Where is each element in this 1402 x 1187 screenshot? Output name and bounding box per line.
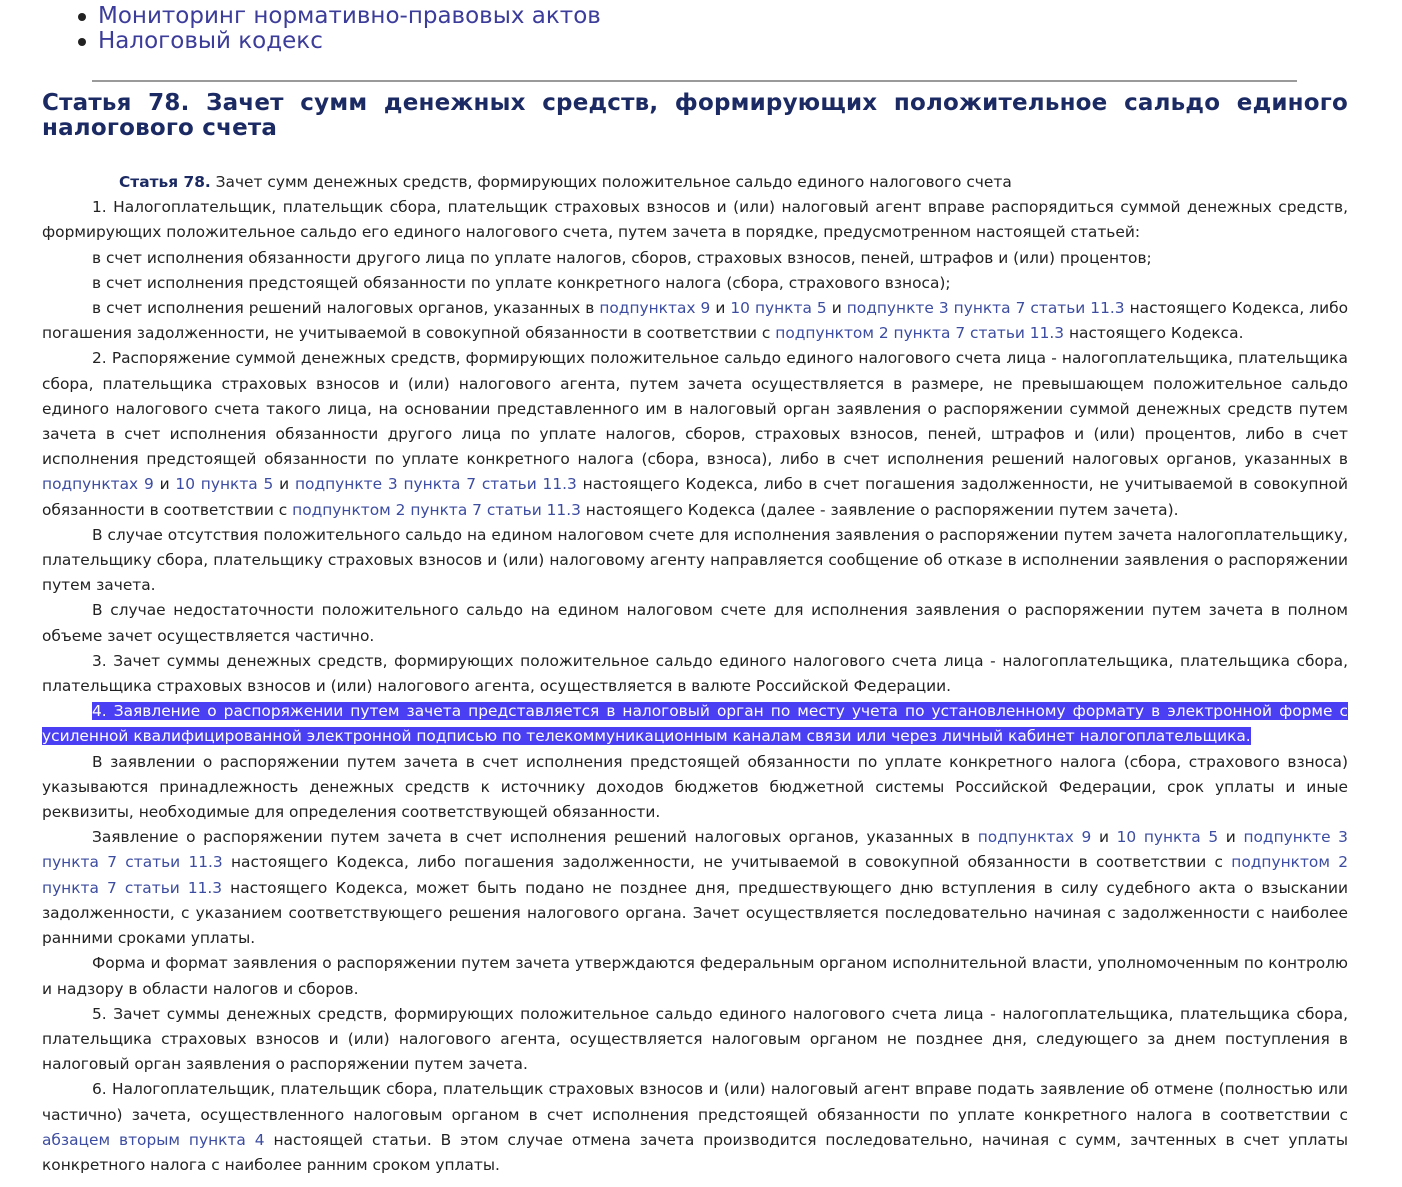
law-link[interactable]: 10 пункта 5: [175, 475, 274, 494]
text-run: настоящего Кодекса, может быть подано не позднее дня, предшествующего дню вступления в силу судебного акта о взыскании задолженности, с указанием соответствующего решения налогового органа. Зачет осуществляется последовательно начиная с задолженности с наиболее ранними сроками уплаты.: [42, 878, 1348, 948]
text-run: 2. Распоряжение суммой денежных средств, формирующих положительное сальдо единого налогового счета лица - налогоплательщика, плательщика сбора, плательщика страховых взносов и (или) налогового агента, путем зачета осуществляется в размере, не превышающем положительное сальдо единого налогового счета такого лица, на основании представленного им в налоговый орган заявления о распоряжении суммой денежных средств путем зачета в счет исполнения обязанности другого лица по уплате налогов, сборов, страховых взносов, пеней, штрафов и (или) процентов, либо в счет исполнения предстоящей обязанности по уплате конкретного налога (сбора, взноса), либо в счет исполнения решений налоговых органов, указанных в: [42, 349, 1348, 469]
text-run: и: [1091, 828, 1117, 847]
text-run: и: [1218, 828, 1244, 847]
law-link[interactable]: подпунктом 2 пункта 7 статьи 11.3: [42, 853, 1349, 897]
text-run: и: [826, 299, 847, 318]
text-run: 6. Налогоплательщик, плательщик сбора, плательщик страховых взносов и (или) налоговый агент вправе подать заявление об отмене (полностью или частично) зачета, осуществленного налоговым органом в счет исполнения предстоящей обязанности по уплате конкретного налога в соответствии с: [42, 1080, 1348, 1124]
paragraph-4-b: [42, 825, 1348, 951]
law-link[interactable]: подпункте 3 пункта 7 статьи 11.3: [294, 475, 577, 494]
nav-link-monitoring[interactable]: Мониторинг нормативно-правовых актов: [98, 3, 601, 29]
law-link[interactable]: подпункте 3 пункта 7 статьи 11.3: [846, 299, 1125, 318]
paragraph-1-b: в счет исполнения предстоящей обязанности по уплате конкретного налога (сбора, страхового взноса);: [92, 273, 951, 292]
paragraph-4-a: В заявлении о распоряжении путем зачета в счет исполнения предстоящей обязанности по уплате конкретного налога (сбора, страхового взноса) указываются принадлежность денежных средств к источнику доходов бюджетов бюджетной системы Российской Федерации, срок уплаты и иные реквизиты, необходимые для определения соответствующей обязанности.: [42, 752, 1348, 822]
law-link[interactable]: подпунктах 9: [977, 828, 1092, 847]
nav-item-monitoring: [76, 4, 601, 29]
article-heading-text: Зачет сумм денежных средств, формирующих положительное сальдо единого налогового счета: [210, 173, 1012, 191]
law-link[interactable]: подпунктом 2 пункта 7 статьи 11.3: [775, 324, 1065, 343]
paragraph-2: [42, 346, 1348, 522]
text-run: настоящего Кодекса, либо погашения задолженности, не учитываемой в совокупной обязанности в соответствии с: [42, 299, 1348, 343]
text-run: настоящего Кодекса.: [1064, 324, 1244, 343]
law-link[interactable]: 10 пункта 5: [730, 299, 827, 318]
paragraph-2-a: В случае отсутствия положительного сальдо на едином налоговом счете для исполнения заявления о распоряжении путем зачета налогоплательщику, плательщику сбора, плательщику страховых взносов и (или) налоговому агенту направляется сообщение об отказе в исполнении заявления о распоряжении путем зачета.: [42, 525, 1348, 595]
page-title: Статья 78. Зачет сумм денежных средств, формирующих положительное сальдо единого налогового счета: [42, 90, 1348, 141]
text-run: настоящей статьи. В этом случае отмена зачета производится последовательно, начиная с сумм, зачтенных в счет уплаты конкретного налога с наиболее ранним сроком уплаты.: [42, 1130, 1348, 1174]
text-run: в счет исполнения решений налоговых органов, указанных в: [92, 299, 600, 318]
paragraph-1: 1. Налогоплательщик, плательщик сбора, плательщик страховых взносов и (или) налоговый агент вправе распорядиться суммой денежных средств, формирующих положительное сальдо его единого налогового счета, путем зачета в порядке, предусмотренном настоящей статьей:: [42, 198, 1348, 242]
paragraph-2-b: В случае недостаточности положительного сальдо на едином налоговом счете для исполнения заявления о распоряжении путем зачета в полном объеме зачет осуществляется частично.: [42, 601, 1348, 645]
article-number: Статья 78.: [119, 173, 211, 191]
text-run: настоящего Кодекса, либо в счет погашения задолженности, не учитываемой в совокупной обязанности в соответствии с: [42, 475, 1348, 519]
paragraph-6: [42, 1077, 1348, 1178]
bullet-icon: [78, 13, 86, 21]
law-link[interactable]: абзацем вторым пункта 4: [42, 1130, 265, 1149]
text-run: и: [273, 475, 295, 494]
nav-item-tax-code: [76, 29, 601, 54]
paragraph-4-c: Форма и формат заявления о распоряжении путем зачета утверждаются федеральным органом исполнительной власти, уполномоченным по контролю и надзору в области налогов и сборов.: [42, 954, 1348, 998]
text-run: Заявление о распоряжении путем зачета в счет исполнения решений налоговых органов, указанных в: [92, 828, 978, 847]
article-heading-line: [42, 170, 1348, 195]
text-run: и: [153, 475, 176, 494]
paragraph-1-c: [42, 296, 1348, 346]
breadcrumb-list: [76, 4, 601, 54]
divider: [92, 80, 1297, 82]
law-link[interactable]: подпунктах 9: [42, 475, 154, 494]
law-link[interactable]: подпунктах 9: [599, 299, 711, 318]
paragraph-5: 5. Зачет суммы денежных средств, формирующих положительное сальдо единого налогового счета лица - налогоплательщика, плательщика сбора, плательщика страховых взносов и (или) налогового агента, осуществляется налоговым органом не позднее дня, следующего за днем поступления в налоговый орган заявления о распоряжении путем зачета.: [42, 1004, 1348, 1074]
paragraph-1-a: в счет исполнения обязанности другого лица по уплате налогов, сборов, страховых взносов, пеней, штрафов и (или) процентов;: [92, 248, 1152, 267]
text-run: настоящего Кодекса, либо погашения задолженности, не учитываемой в совокупной обязанности в соответствии с: [222, 853, 1232, 872]
selected-text[interactable]: 4. Заявление о распоряжении путем зачета представляется в налоговый орган по месту учета по установленному формату в электронной форме с усиленной квалифицированной электронной подписью по телекоммуникационным каналам связи или через личный кабинет налогоплательщика.: [42, 702, 1348, 746]
article-body: [42, 170, 1348, 1178]
law-link[interactable]: подпункте 3 пункта 7 статьи 11.3: [42, 828, 1348, 872]
paragraph-4-selected: [42, 699, 1348, 749]
nav-link-tax-code[interactable]: Налоговый кодекс: [98, 28, 323, 54]
law-link[interactable]: 10 пункта 5: [1116, 828, 1219, 847]
text-run: и: [710, 299, 731, 318]
bullet-icon: [78, 38, 86, 46]
text-run: настоящего Кодекса (далее - заявление о распоряжении путем зачета).: [580, 500, 1179, 519]
law-link[interactable]: подпунктом 2 пункта 7 статьи 11.3: [292, 500, 581, 519]
paragraph-3: 3. Зачет суммы денежных средств, формирующих положительное сальдо единого налогового счета лица - налогоплательщика, плательщика сбора, плательщика страховых взносов и (или) налогового агента, осуществляется в валюте Российской Федерации.: [42, 651, 1348, 696]
